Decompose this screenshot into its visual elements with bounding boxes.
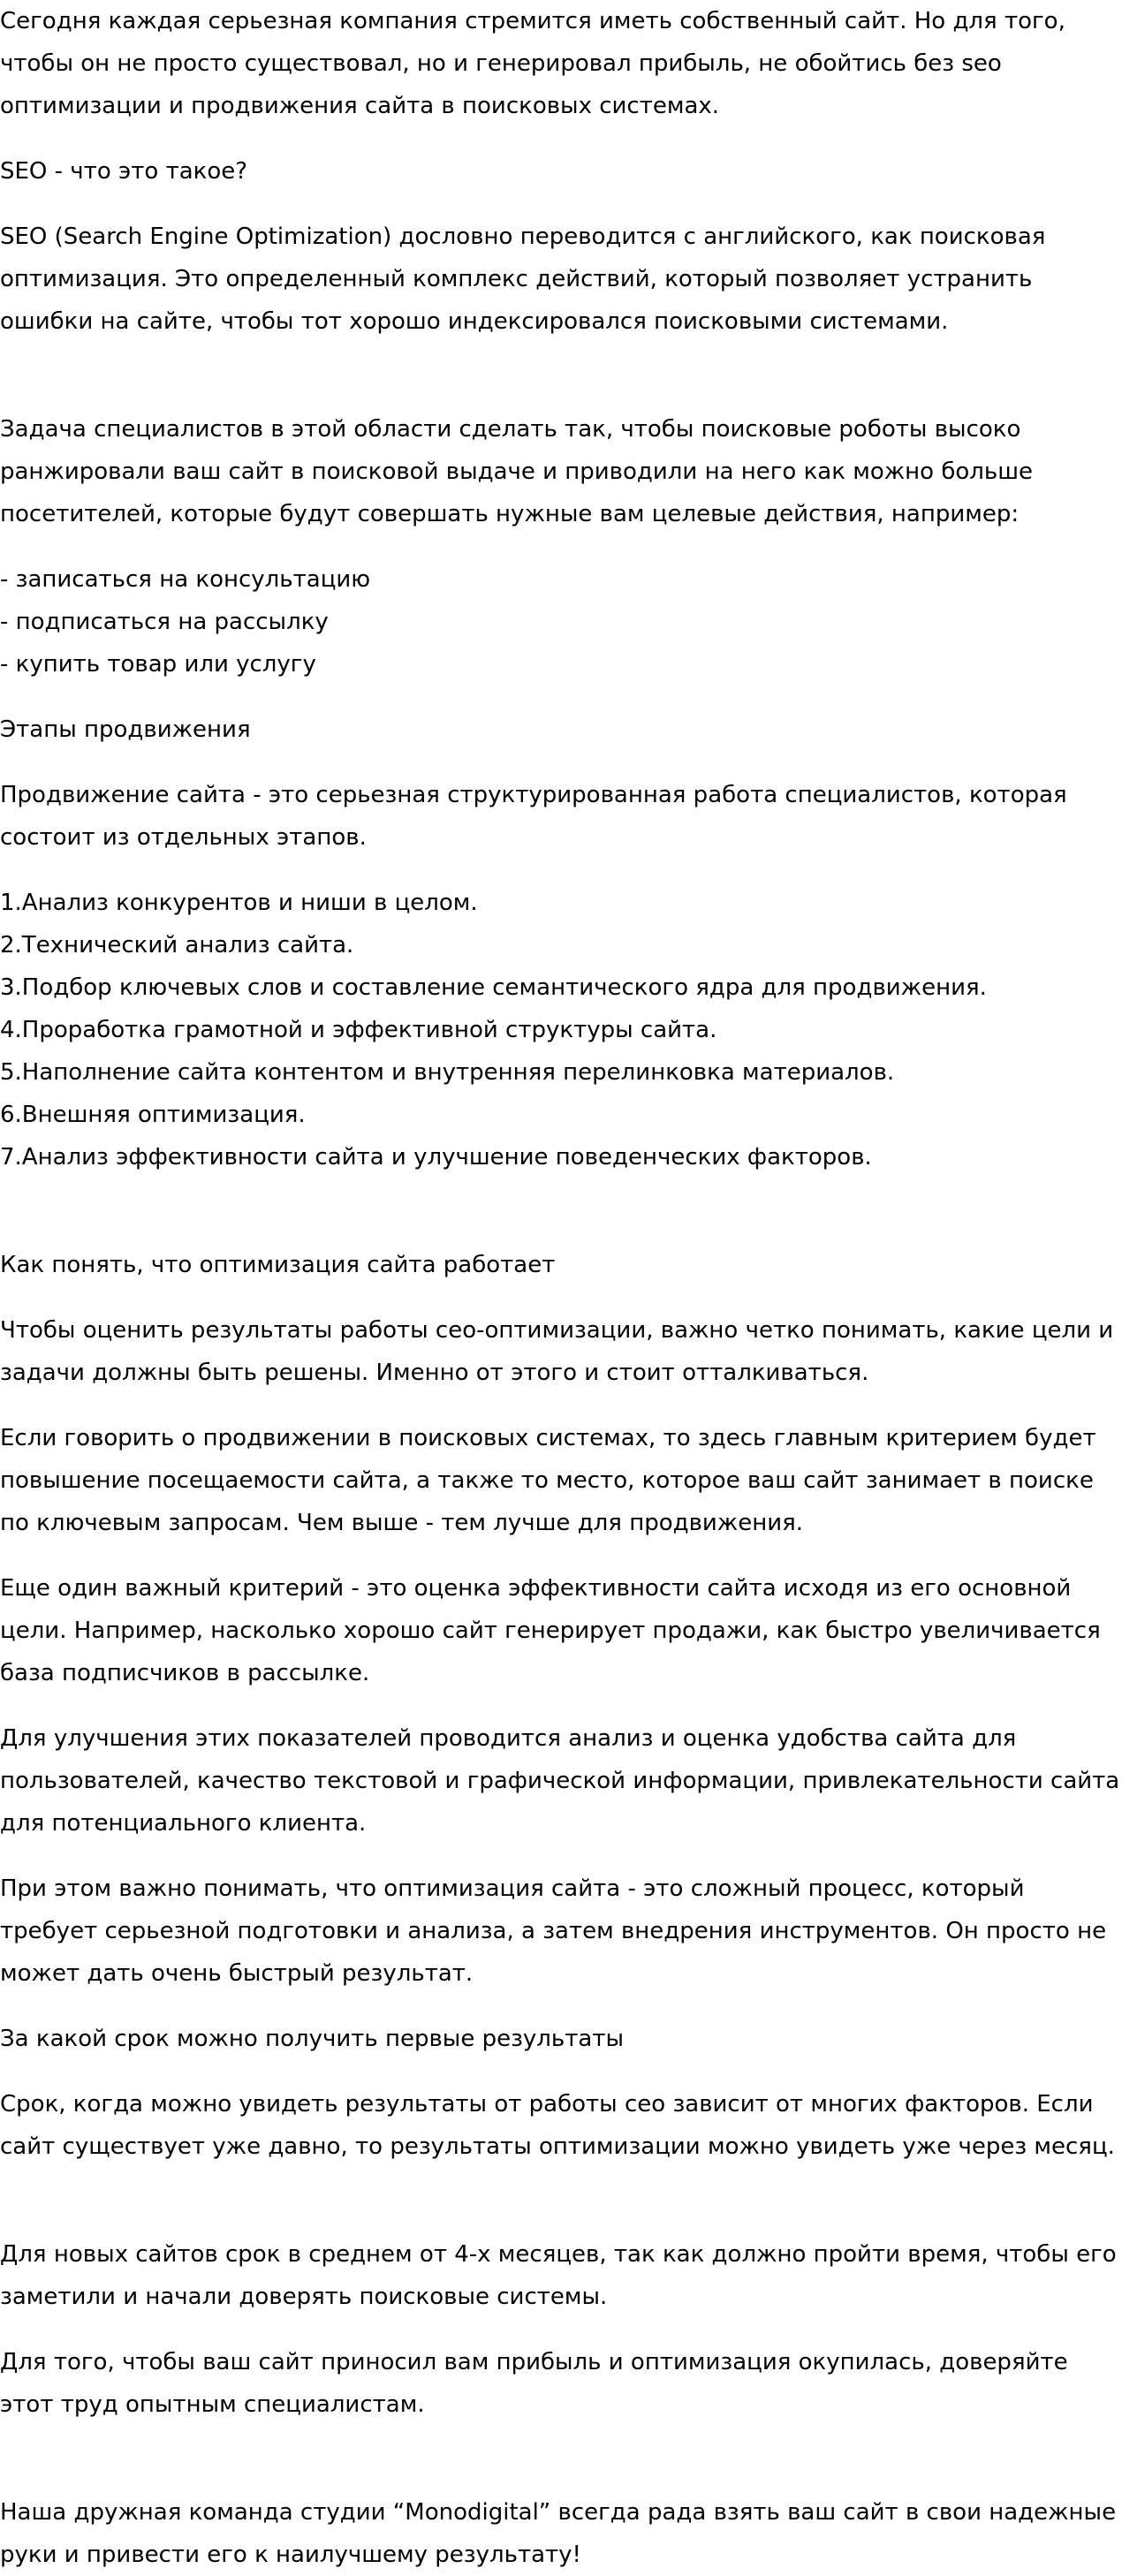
section-heading-promotion-stages [0, 708, 1122, 751]
text-line: по ключевым запросам. Чем выше - тем лучше для продвижения. [0, 1510, 804, 1536]
specialists-task-paragraph [0, 408, 1122, 535]
evaluate-results-paragraph [0, 1309, 1122, 1394]
text-line: может дать очень быстрый результат. [0, 1960, 474, 1987]
text-line: ранжировали ваш сайт в поисковой выдаче и приводили на него как можно больше [0, 458, 1033, 485]
section-heading-what-is-seo [0, 150, 1122, 193]
section-heading-timeframe [0, 2018, 1122, 2060]
text-line: руки и привести его к наилучшему результату! [0, 2542, 581, 2568]
text-line: Для улучшения этих показателей проводится анализ и оценка удобства сайта для [0, 1725, 1017, 1752]
heading-text: Этапы продвижения [0, 716, 251, 743]
new-sites-paragraph [0, 2233, 1122, 2318]
target-actions-list [0, 558, 1122, 686]
list-item: - подписаться на рассылку [0, 609, 329, 635]
heading-text: Как понять, что оптимизация сайта работает [0, 1252, 556, 1278]
text-line: требует серьезной подготовки и анализа, а затем внедрения инструментов. Он просто не [0, 1918, 1107, 1944]
list-item: 7.Анализ эффективности сайта и улучшение поведенческих факторов. [0, 1144, 872, 1171]
improvement-analysis-paragraph [0, 1717, 1122, 1845]
closing-paragraph [0, 2491, 1122, 2576]
list-item: 2.Технический анализ сайта. [0, 932, 354, 958]
text-line: чтобы он не просто существовал, но и генерировал прибыль, не обойтись без seo [0, 50, 1002, 77]
text-line: Задача специалистов в этой области сделать так, чтобы поисковые роботы высоко [0, 416, 1021, 443]
list-item: 4.Проработка грамотной и эффективной структуры сайта. [0, 1017, 717, 1043]
text-line: Если говорить о продвижении в поисковых системах, то здесь главным критерием будет [0, 1425, 1096, 1451]
promotion-intro-paragraph [0, 774, 1122, 859]
text-line: пользователей, качество текстовой и графической информации, привлекательности сайта [0, 1768, 1120, 1794]
text-line: При этом важно понимать, что оптимизация сайта - это сложный процесс, который [0, 1875, 1025, 1902]
list-item: - купить товар или услугу [0, 651, 316, 678]
text-line: Еще один важный критерий - это оценка эффективности сайта исходя из его основной [0, 1575, 1072, 1602]
text-line: для потенциального клиента. [0, 1810, 367, 1837]
list-item: 3.Подбор ключевых слов и составление семантического ядра для продвижения. [0, 974, 987, 1001]
list-item: - записаться на консультацию [0, 566, 371, 593]
text-line: оптимизация. Это определенный комплекс действий, который позволяет устранить [0, 266, 1033, 292]
complex-process-paragraph [0, 1868, 1122, 1995]
text-line: Чтобы оценить результаты работы сео-оптимизации, важно четко понимать, какие цели и [0, 1317, 1114, 1344]
intro-paragraph [0, 0, 1122, 127]
text-line: задачи должны быть решены. Именно от этого и стоит отталкиваться. [0, 1360, 869, 1386]
promotion-stages-list [0, 882, 1122, 1221]
list-item: 5.Наполнение сайта контентом и внутренняя перелинковка материалов. [0, 1059, 895, 1086]
text-line: заметили и начали доверять поисковые системы. [0, 2284, 608, 2310]
text-line: оптимизации и продвижения сайта в поисковых системах. [0, 93, 720, 119]
heading-text: SEO - что это такое? [0, 158, 248, 185]
text-line: Сегодня каждая серьезная компания стремится иметь собственный сайт. Но для того, [0, 8, 1065, 34]
text-line: Для того, чтобы ваш сайт приносил вам прибыль и оптимизация окупилась, доверяйте [0, 2349, 1068, 2375]
seo-definition-paragraph [0, 216, 1122, 385]
heading-text: За какой срок можно получить первые результаты [0, 2026, 624, 2052]
text-line: база подписчиков в рассылке. [0, 1660, 370, 1686]
text-line: этот труд опытным специалистам. [0, 2391, 425, 2418]
text-line: Для новых сайтов срок в среднем от 4-х месяцев, так как должно пройти время, чтобы его [0, 2241, 1117, 2268]
text-line: Продвижение сайта - это серьезная структурированная работа специалистов, которая [0, 782, 1067, 808]
text-line: цели. Например, насколько хорошо сайт генерирует продажи, как быстро увеличивается [0, 1618, 1101, 1644]
text-line: сайт существует уже давно, то результаты оптимизации можно увидеть уже через месяц. [0, 2133, 1115, 2160]
section-heading-how-to-know [0, 1244, 1122, 1286]
list-item: 1.Анализ конкурентов и ниши в целом. [0, 890, 478, 916]
efficiency-criteria-paragraph [0, 1567, 1122, 1694]
trust-specialists-paragraph [0, 2341, 1122, 2468]
text-line: Наша дружная команда студии “Monodigital” всегда рада взять ваш сайт в свои надежные [0, 2499, 1117, 2526]
timeframe-paragraph [0, 2083, 1122, 2210]
list-item: 6.Внешняя оптимизация. [0, 1102, 306, 1128]
text-line: посетителей, которые будут совершать нужные вам целевые действия, например: [0, 501, 1020, 527]
text-line: SEO (Search Engine Optimization) дословно переводится с английского, как поисковая [0, 224, 1046, 250]
text-line: повышение посещаемости сайта, а также то место, которое ваш сайт занимает в поиске [0, 1467, 1094, 1494]
text-line: состоит из отдельных этапов. [0, 824, 367, 851]
text-line: Срок, когда можно увидеть результаты от работы сео зависит от многих факторов. Если [0, 2091, 1094, 2118]
search-promotion-criteria-paragraph [0, 1417, 1122, 1544]
text-line: ошибки на сайте, чтобы тот хорошо индексировался поисковыми системами. [0, 308, 949, 335]
